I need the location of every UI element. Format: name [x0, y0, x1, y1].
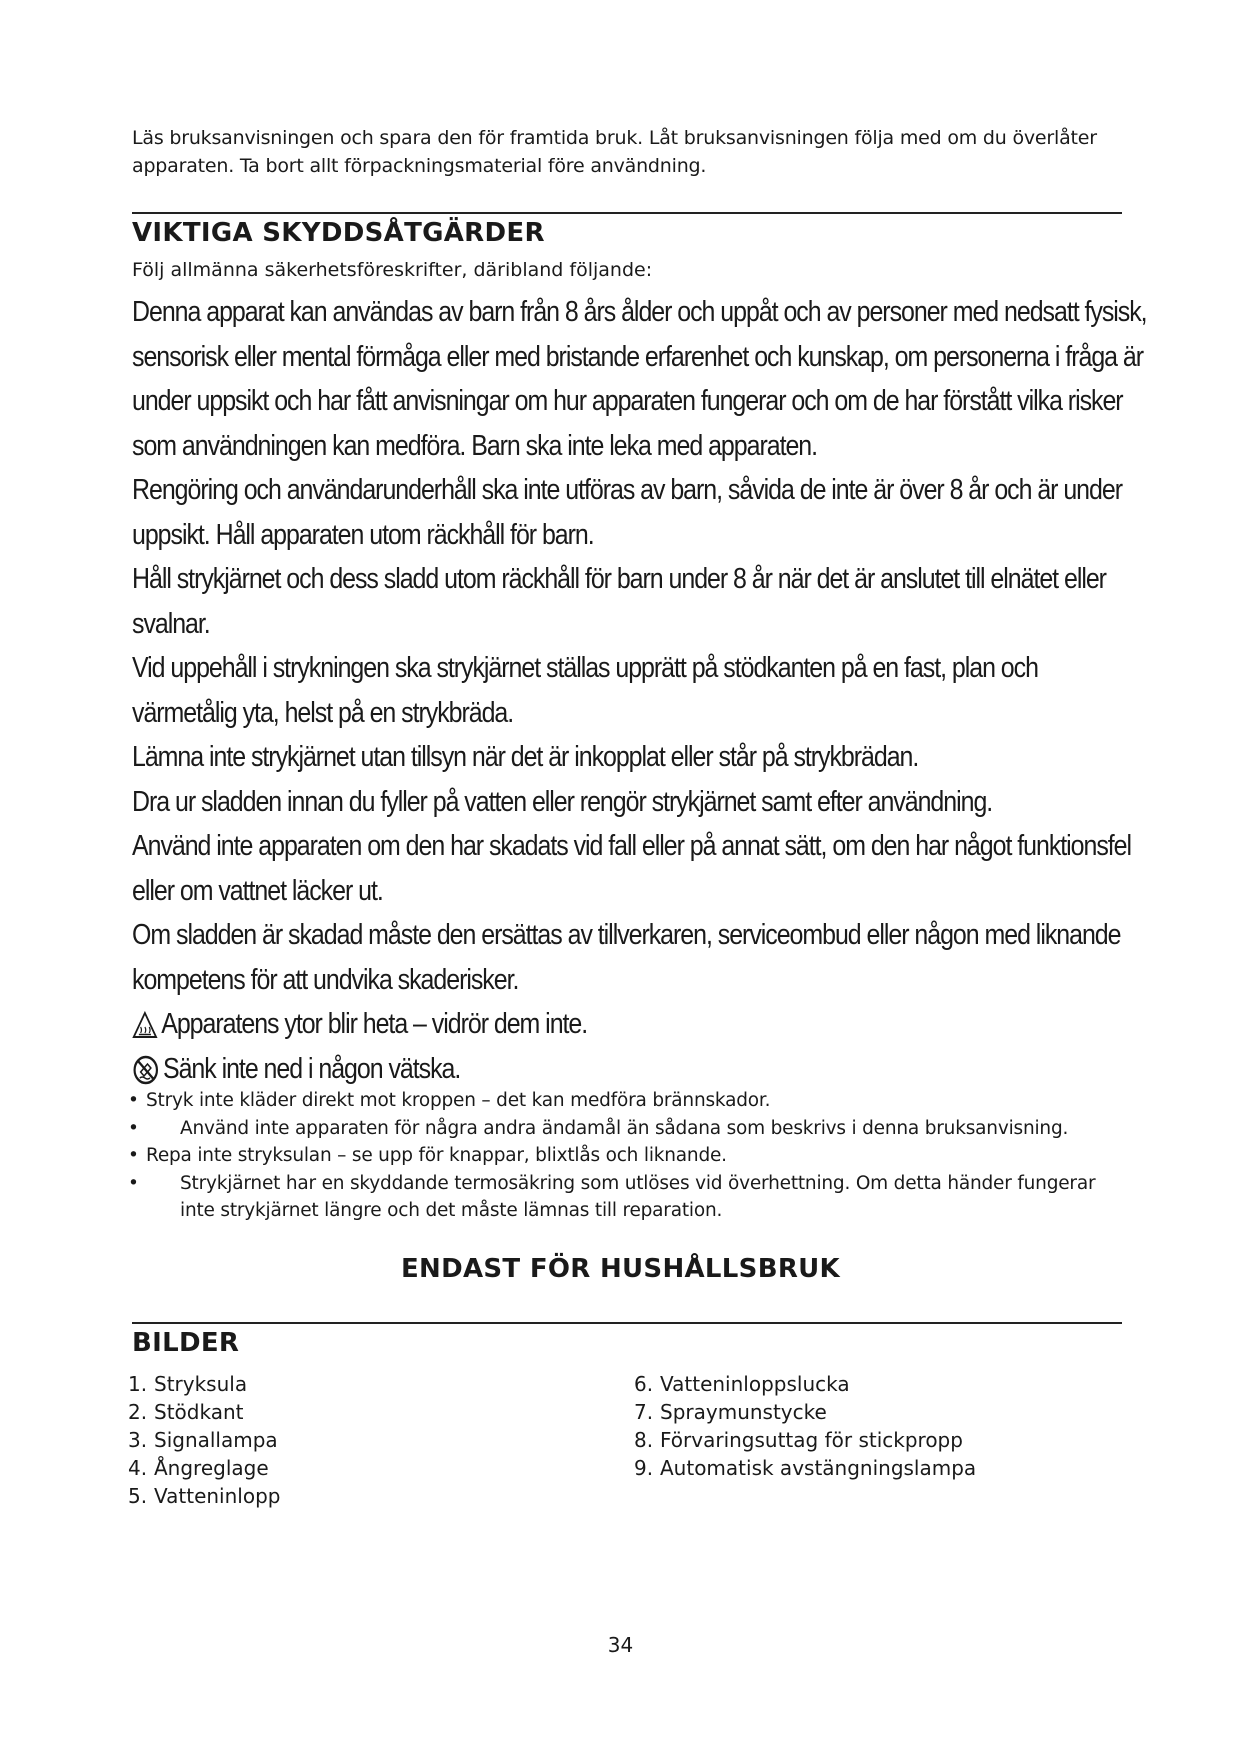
list-item: 5. Vatteninlopp	[128, 1484, 281, 1508]
list-item: 4. Ångreglage	[128, 1456, 269, 1480]
warning-line: Använd inte apparaten om den har skadats vid fall eller på annat sätt, om den har något funktionsfel	[132, 830, 1132, 862]
list-item: 3. Signallampa	[128, 1428, 278, 1452]
list-item: • Använd inte apparaten för några andra ändamål än sådana som beskrivs i denna bruksanvisning.	[128, 1117, 1069, 1139]
warning-line: under uppsikt och har fått anvisningar om hur apparaten fungerar och om de har förstått vilka risker	[132, 385, 1123, 417]
parts-list-right	[634, 1370, 976, 1482]
warning-line: uppsikt. Håll apparaten utom räckhåll för barn.	[132, 518, 594, 551]
list-item: 7. Spraymunstycke	[634, 1400, 827, 1424]
parts-list-left	[128, 1370, 280, 1510]
list-item: 1. Stryksula	[128, 1372, 248, 1396]
safety-warnings	[132, 290, 1147, 1091]
warning-line: Rengöring och användarunderhåll ska inte utföras av barn, såvida de inte är över 8 år och är under	[132, 474, 1122, 506]
list-item: • Repa inte stryksulan – se upp för knappar, blixtlås och liknande.	[128, 1145, 727, 1166]
household-use-heading: ENDAST FÖR HUSHÅLLSBRUK	[400, 1254, 840, 1284]
warning-line: Lämna inte strykjärnet utan tillsyn när det är inkopplat eller står på strykbrädan.	[132, 741, 919, 773]
warning-line: som användningen kan medföra. Barn ska inte leka med apparaten.	[132, 429, 818, 462]
safety-heading: VIKTIGA SKYDDSÅTGÄRDER	[132, 218, 545, 248]
bullet-list	[128, 1087, 1138, 1225]
intro-line: Läs bruksanvisningen och spara den för framtida bruk. Låt bruksanvisningen följa med om du överlåter	[132, 127, 1097, 149]
section-divider	[132, 1322, 1122, 1324]
section-divider	[132, 212, 1122, 214]
list-item: • Strykjärnet har en skyddande termosäkring som utlöses vid överhettning. Om detta händer fungerar inte strykjärnet längre och det måste lämnas till reparation.	[128, 1172, 1096, 1221]
pictures-heading: BILDER	[132, 1328, 240, 1358]
warning-line: svalnar.	[132, 607, 210, 640]
warning-line: Om sladden är skadad måste den ersättas av tillverkaren, serviceombud eller någon med liknande	[132, 919, 1121, 951]
list-item: 9. Automatisk avstängningslampa	[634, 1456, 977, 1480]
warning-line: kompetens för att undvika skaderisker.	[132, 963, 519, 996]
hot-surface-icon	[132, 1011, 158, 1039]
warning-line: Håll strykjärnet och dess sladd utom räckhåll för barn under 8 år när det är anslutet till elnätet eller	[132, 563, 1106, 595]
safety-subtitle: Följ allmänna säkerhetsföreskrifter, däribland följande:	[132, 259, 653, 281]
list-item: 6. Vatteninloppslucka	[634, 1372, 850, 1396]
list-item: 8. Förvaringsuttag för stickpropp	[634, 1428, 963, 1452]
immerse-warning	[132, 1047, 1001, 1092]
list-item: 2. Stödkant	[128, 1400, 244, 1424]
list-item: • Stryk inte kläder direkt mot kroppen – det kan medföra brännskador.	[128, 1090, 771, 1111]
warning-line: värmetålig yta, helst på en strykbräda.	[132, 696, 514, 729]
intro-line: apparaten. Ta bort allt förpackningsmaterial före användning.	[132, 155, 707, 177]
warning-line: sensorisk eller mental förmåga eller med bristande erfarenhet och kunskap, om personerna i fråga är	[132, 340, 1144, 373]
immerse-warning-text: Sänk inte ned i någon vätska.	[162, 1052, 461, 1085]
intro-text	[132, 124, 1132, 180]
no-immersion-icon	[132, 1054, 160, 1086]
warning-line: Denna apparat kan användas av barn från 8 års ålder och uppåt och av personer med nedsatt fysisk,	[132, 296, 1147, 328]
warning-line: Vid uppehåll i strykningen ska strykjärnet ställas upprätt på stödkanten på en fast, plan och	[132, 652, 1038, 684]
hot-surface-warning	[132, 1002, 1001, 1047]
warning-line: eller om vattnet läcker ut.	[132, 874, 383, 907]
hot-warning-text: Apparatens ytor blir heta – vidrör dem inte.	[161, 1008, 588, 1040]
page-number: 34	[607, 1633, 634, 1657]
warning-line: Dra ur sladden innan du fyller på vatten eller rengör strykjärnet samt efter användning.	[132, 785, 993, 818]
